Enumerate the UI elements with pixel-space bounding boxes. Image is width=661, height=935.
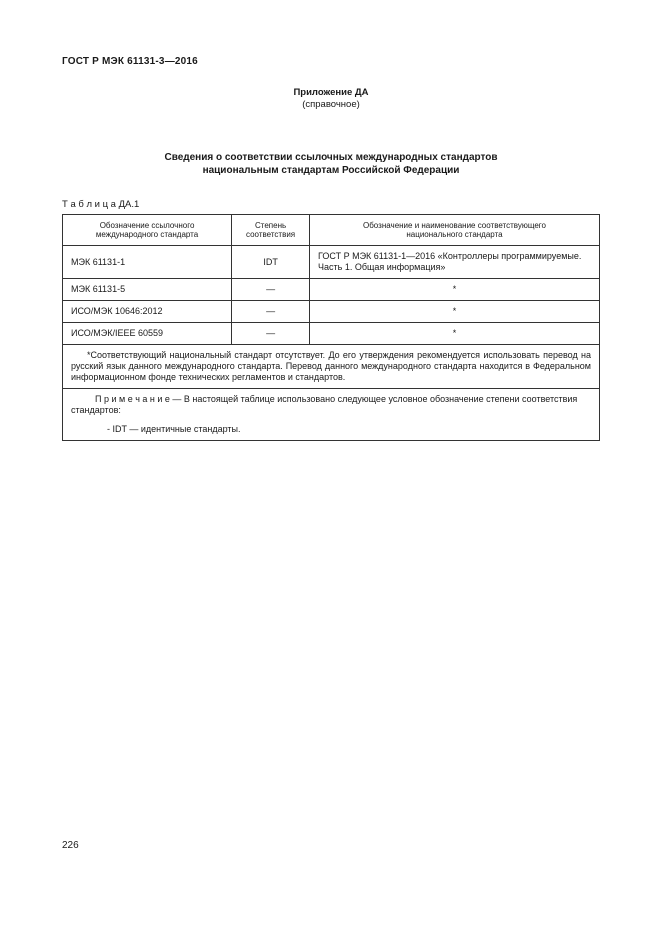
cell-national: ГОСТ Р МЭК 61131-1—2016 «Контроллеры программируемые. Часть 1. Общая информация» [310,246,600,279]
note-text: П р и м е ч а н и е — В настоящей таблице использовано следующее условное обозначение степени соответствия стандартов: [71,394,578,415]
table-footnote: *Соответствующий национальный стандарт отсутствует. До его утверждения рекомендуется использовать перевод на русский язык данного международного стандарта. Перевод данного международного стандарта находится в Федеральном информационном фонде технических регламентов и стандартов. [63,345,600,389]
cell-degree: — [232,279,310,301]
cell-degree: — [232,323,310,345]
table-row [63,323,600,345]
table-caption: Т а б л и ц а ДА.1 [62,199,140,210]
table-row [63,301,600,323]
col-header-international-standard: Обозначение ссылочного международного стандарта [63,215,232,246]
document-header: ГОСТ Р МЭК 61131-3—2016 [62,56,198,67]
footnote-row [63,345,600,389]
appendix-type: (справочное) [302,99,360,110]
correspondence-table [62,214,600,441]
table-row [63,246,600,279]
cell-standard: ИСО/МЭК 10646:2012 [63,301,232,323]
page-number: 226 [62,840,79,851]
cell-standard: МЭК 61131-5 [63,279,232,301]
section-heading [62,151,600,177]
note-item: - IDT — идентичные стандарты. [107,424,241,434]
col-header-degree: Степень соответствия [232,215,310,246]
table-note [63,389,600,441]
table-row [63,279,600,301]
note-row [63,389,600,441]
col-header-national-standard: Обозначение и наименование соответствующего национального стандарта [310,215,600,246]
cell-standard: ИСО/МЭК/IEEE 60559 [63,323,232,345]
cell-national: * [310,279,600,301]
cell-standard: МЭК 61131-1 [63,246,232,279]
cell-national: * [310,323,600,345]
cell-degree: IDT [232,246,310,279]
section-heading-line1: Сведения о соответствии ссылочных международных стандартов [164,152,498,163]
appendix-label: Приложение ДА [293,87,369,98]
cell-national: * [310,301,600,323]
cell-degree: — [232,301,310,323]
appendix-block [62,87,600,111]
section-heading-line2: национальным стандартам Российской Федерации [202,165,460,176]
table-header-row [63,215,600,246]
